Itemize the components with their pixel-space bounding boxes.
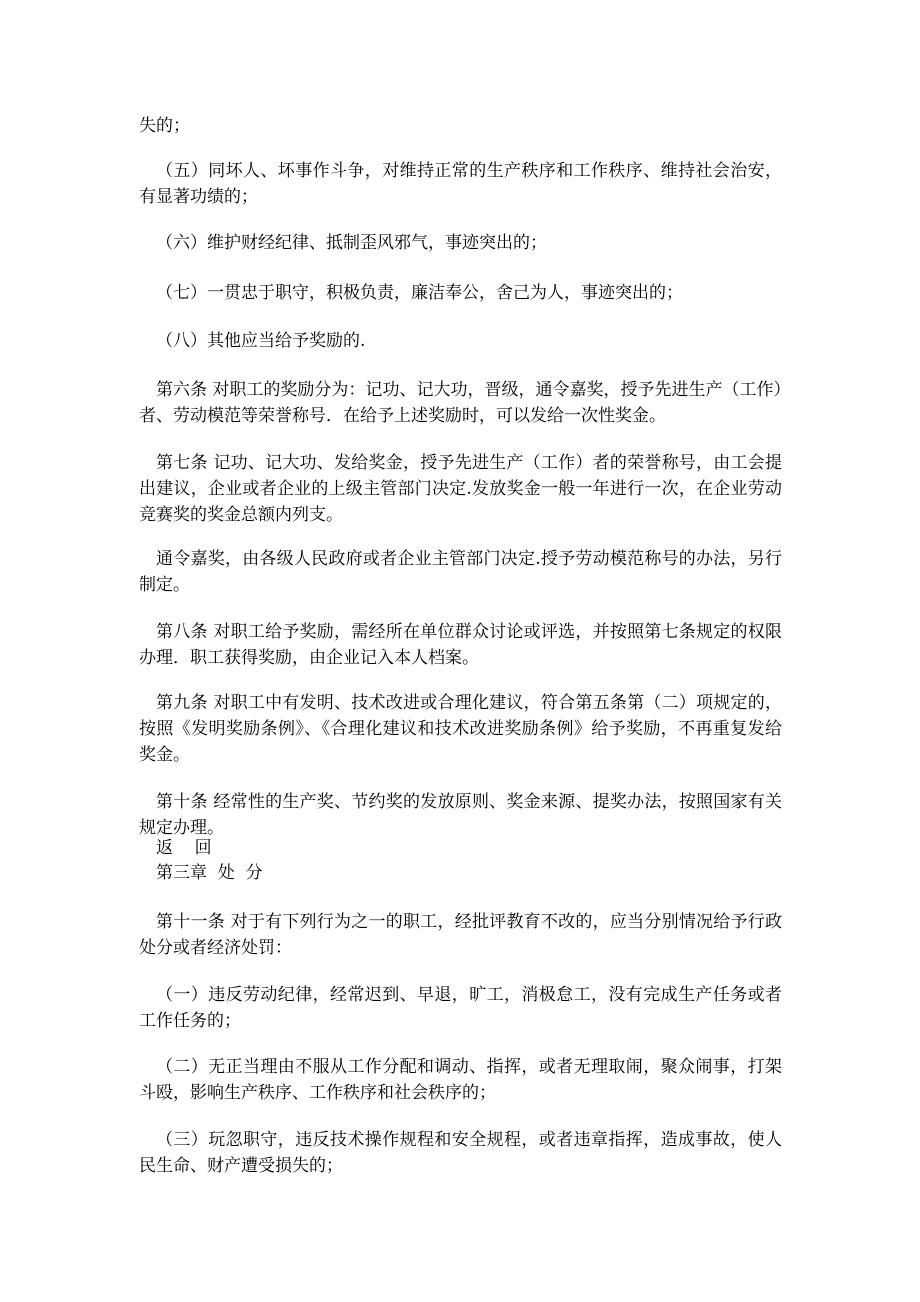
chapter-3-heading: 第三章 处 分 bbox=[156, 863, 263, 883]
paragraph-item-8: （八）其他应当给予奖励的. bbox=[156, 331, 366, 351]
penalty-item-3: （三）玩忽职守，违反技术操作规程和安全规程，或者违章指挥，造成事故，使人民生命、财产遭受损失的； bbox=[139, 1130, 782, 1176]
article-6: 第六条 对职工的奖励分为：记功、记大功，晋级，通令嘉奖，授予先进生产（工作）者、劳动模范等荣誉称号．在给予上述奖励时，可以发给一次性奖金。 bbox=[139, 380, 782, 426]
paragraph-item-6: （六）维护财经纪律、抵制歪风邪气，事迹突出的； bbox=[156, 233, 547, 253]
paragraph-continuation: 失的； bbox=[139, 116, 190, 136]
article-11: 第十一条 对于有下列行为之一的职工，经批评教育不改的，应当分别情况给予行政处分或者经济处罚： bbox=[139, 912, 782, 958]
article-8: 第八条 对职工给予奖励，需经所在单位群众讨论或评选，并按照第七条规定的权限办理．职工获得奖励，由企业记入本人档案。 bbox=[139, 622, 782, 668]
article-7-paragraph-2: 通令嘉奖，由各级人民政府或者企业主管部门决定.授予劳动模范称号的办法，另行制定。 bbox=[139, 549, 782, 595]
article-7: 第七条 记功、记大功、发给奖金，授予先进生产（工作）者的荣誉称号，由工会提出建议，企业或者企业的上级主管部门决定.发放奖金一般一年进行一次，在企业劳动竞赛奖的奖金总额内列支。 bbox=[139, 453, 782, 525]
penalty-item-1: （一）违反劳动纪律，经常迟到、早退，旷工，消极怠工，没有完成生产任务或者工作任务的； bbox=[139, 985, 782, 1031]
article-10: 第十条 经常性的生产奖、节约奖的发放原则、奖金来源、提奖办法，按照国家有关规定办理。 bbox=[139, 792, 782, 838]
return-link[interactable]: 返 回 bbox=[156, 838, 212, 858]
paragraph-item-5: （五）同坏人、坏事作斗争，对维持正常的生产秩序和工作秩序、维持社会治安，有显著功绩的； bbox=[139, 161, 782, 207]
paragraph-item-7: （七）一贯忠于职守，积极负责，廉洁奉公，舍己为人，事迹突出的； bbox=[156, 283, 683, 303]
article-9: 第九条 对职工中有发明、技术改进或合理化建议，符合第五条第（二）项规定的，按照《发明奖励条例》、《合理化建议和技术改进奖励条例》给予奖励，不再重复发给奖金。 bbox=[139, 693, 782, 765]
penalty-item-2: （二）无正当理由不服从工作分配和调动、指挥，或者无理取闹，聚众闹事，打架斗殴，影响生产秩序、工作秩序和社会秩序的； bbox=[139, 1057, 782, 1103]
